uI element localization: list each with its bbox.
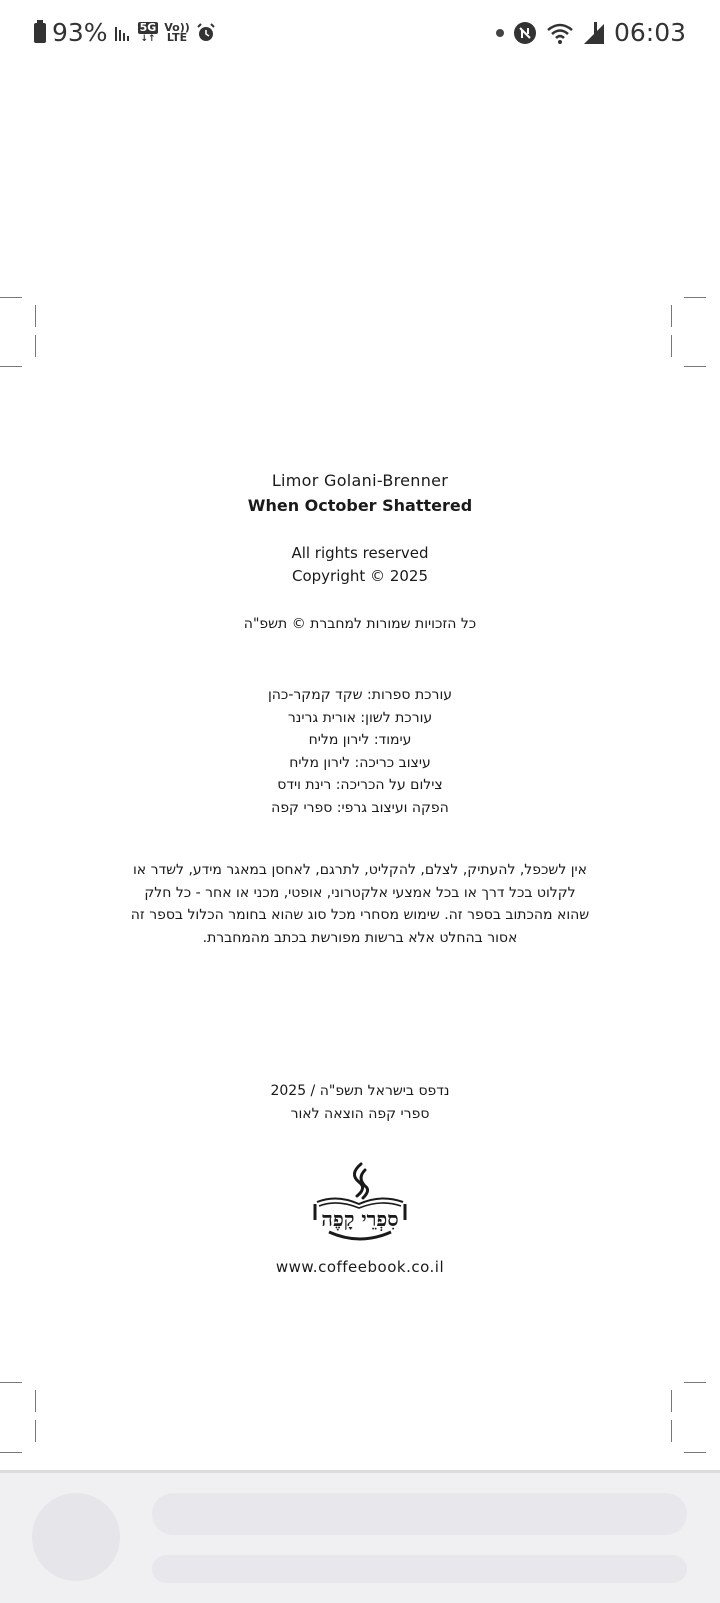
wifi-icon [546, 21, 574, 45]
text-placeholder [152, 1493, 687, 1535]
cup-base-icon [329, 1232, 391, 1239]
status-right [496, 18, 686, 47]
volte-icon: Vo)) LTE [164, 20, 190, 44]
copyright-notice: אין לשכפל, להעתיק, לצלם, להקליט, לתרגם, לאחסן במאגר מידע, לשדר או לקלוט בכל דרך או בכל אמצעי אלקטרוני, אופטי, מכני או אחר - כל חלק שהוא מהכתוב בספר זה. שימוש מסחרי מכל סוג שהוא בחומר הכלול בספר זה אסור בהחלט אלא ברשות מפורשת בכתב מהמחברת. [130, 862, 590, 946]
copyright-line: Copyright © 2025 [291, 567, 428, 585]
alarm-icon [196, 23, 216, 43]
rights-line: All rights reserved [291, 544, 429, 562]
notification-dot-icon [496, 29, 504, 37]
logo-text: סִפְרֵי קָפֶה [321, 1207, 399, 1231]
credit-line: עורכת לשון: אורית גרינר [287, 709, 433, 726]
battery-icon [34, 23, 46, 43]
credit-line: עיצוב כריכה: לירון מליח [289, 754, 431, 771]
rights-block [0, 542, 720, 588]
book-title: When October Shattered [247, 496, 473, 515]
network-5g-icon: 5G ↓↑ [139, 20, 157, 44]
credit-line: הפקה ועיצוב גרפי: ספרי קפה [271, 799, 449, 816]
bottom-loading-panel [0, 1470, 720, 1603]
credit-line: עורכת ספרות: שקד קמקר-כהן [267, 687, 453, 703]
publisher-line: ספרי קפה הוצאה לאור [290, 1105, 430, 1122]
signal-icon [114, 23, 132, 43]
book-author: Limor Golani-Brenner [271, 471, 449, 490]
credits-list [0, 684, 720, 819]
credit-line: צילום על הכריכה: רינת וידס [277, 777, 443, 793]
text-placeholder [152, 1555, 687, 1583]
avatar-placeholder [32, 1493, 120, 1581]
hebrew-rights: כל הזכויות שמורות למחברת © תשפ"ה [243, 616, 477, 632]
printed-info [0, 1080, 720, 1125]
status-bar [0, 0, 720, 66]
no-sim-icon [512, 20, 538, 46]
steam-icon [354, 1164, 367, 1198]
status-left [34, 18, 216, 47]
clock: 06:03 [613, 18, 686, 47]
battery-percent: 93% [52, 18, 108, 47]
credit-line: עימוד: לירון מליח [308, 732, 412, 748]
publisher-website: www.coffeebook.co.il [275, 1258, 445, 1276]
printed-line: נדפס בישראל תשפ"ה / 2025 [270, 1083, 450, 1099]
cellular-signal-icon [582, 20, 606, 46]
publisher-logo [305, 1160, 415, 1250]
